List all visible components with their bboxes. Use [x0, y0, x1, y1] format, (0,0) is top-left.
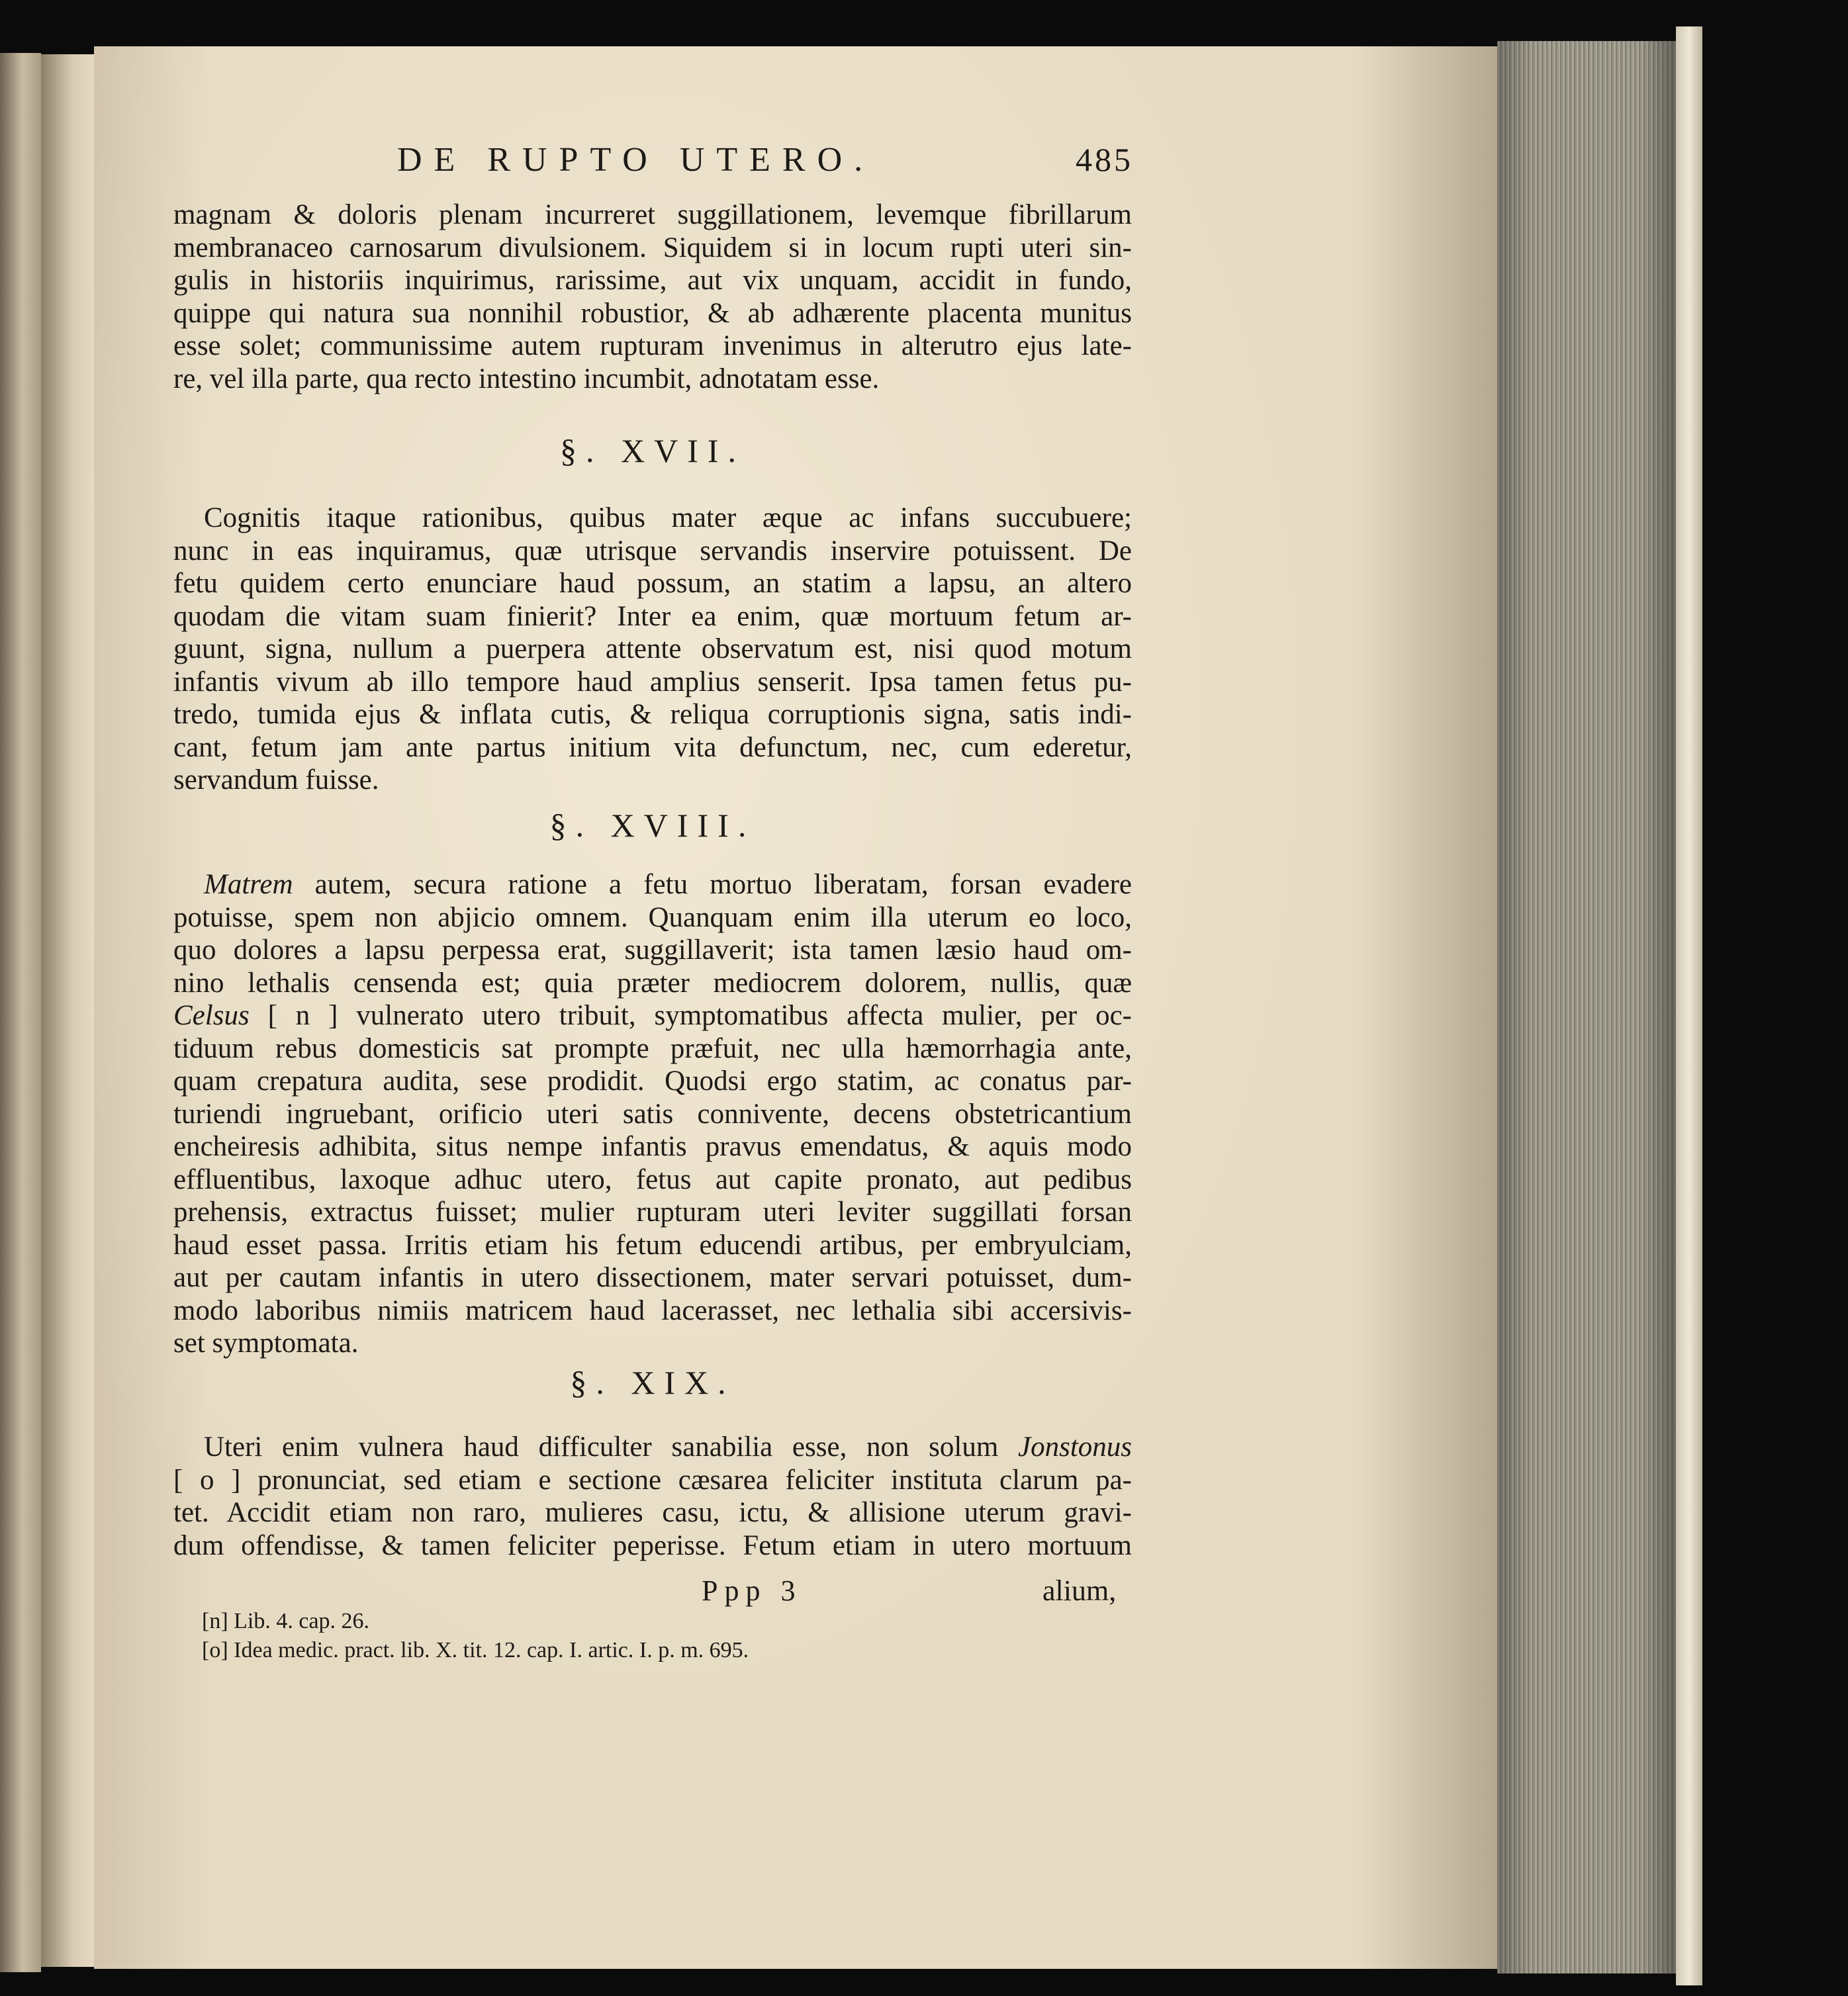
text-line: effluentibus, laxoque adhuc utero, fetus aut capite pronato, aut pedibus	[173, 1163, 1132, 1195]
book-cover-edge	[1676, 26, 1702, 1985]
text-line: esse solet; communissime autem rupturam invenimus in alterutro ejus late-	[173, 330, 1132, 361]
text-line: tredo, tumida ejus & inflata cutis, & reliqua corruptionis signa, satis indi-	[173, 699, 1132, 730]
text-line: infantis vivum ab illo tempore haud amplius senserit. Ipsa tamen fetus pu-	[173, 666, 1132, 698]
text-line: quam crepatura audita, sese prodidit. Quodsi ergo statim, ac conatus par-	[173, 1066, 1132, 1097]
catchword: alium,	[1042, 1574, 1117, 1607]
text-line: quippe qui natura sua nonnihil robustior, & ab adhærente placenta munitus	[173, 297, 1132, 329]
footnote-o	[202, 1636, 749, 1665]
text-line: guunt, signa, nullum a puerpera attente observatum est, nisi quod motum	[173, 633, 1132, 664]
text-line: gulis in historiis inquirimus, rarissime, aut vix unquam, accidit in fundo,	[173, 265, 1132, 296]
text-line: fetu quidem certo enunciare haud possum, an statim a lapsu, an altero	[173, 568, 1132, 599]
facing-page-edge	[0, 53, 41, 1972]
text-line: quo dolores a lapsu perpessa erat, suggillaverit; ista tamen læsio haud om-	[173, 934, 1132, 966]
italic-author: Jonstonus	[1018, 1431, 1132, 1463]
text-line: nunc in eas inquiramus, quæ utrisque servandis inservire potuissent. De	[173, 535, 1132, 567]
footnote-ref-n: [ n ]	[267, 1000, 338, 1031]
italic-word: Matrem	[204, 869, 293, 900]
section-heading-18: §. XVIII.	[549, 807, 756, 844]
text-line	[173, 999, 1132, 1032]
text-line: tiduum rebus domesticis sat prompte præfuit, nec ulla hæmorrhagia ante,	[173, 1032, 1132, 1064]
text-line: set symptomata.	[173, 1328, 359, 1359]
footnote-mark: [o]	[202, 1638, 228, 1662]
footnote-text: Idea medic. pract. lib. X. tit. 12. cap. I. artic. I. p. m. 695.	[234, 1638, 749, 1662]
text-line: membranaceo carnosarum divulsionem. Siquidem si in locum rupti uteri sin-	[173, 232, 1132, 263]
text-fragment: Uteri enim vulnera haud difficulter sanabilia esse, non solum	[204, 1431, 1018, 1463]
text-line	[173, 1431, 1132, 1464]
section-heading-17: §. XVII.	[559, 432, 746, 469]
footnote-ref-o: [ o ]	[173, 1464, 241, 1496]
text-line: nino lethalis censenda est; quia præter mediocrem dolorem, nullis, quæ	[173, 967, 1132, 999]
text-line: servandum fuisse.	[173, 764, 379, 795]
text-line: quodam die vitam suam finierit? Inter ea enim, quæ mortuum fetum ar-	[173, 600, 1132, 632]
text-fragment: vulnerato utero tribuit, symptomatibus affecta mulier, per oc-	[338, 1000, 1132, 1031]
signature-mark: Ppp 3	[702, 1574, 802, 1607]
text-line: Cognitis itaque rationibus, quibus mater æque ac infans succubuere;	[204, 502, 1132, 533]
paragraph-1	[173, 199, 1132, 395]
footnote-n	[202, 1607, 369, 1636]
footnote-mark: [n]	[202, 1609, 228, 1633]
text-line	[173, 1464, 1132, 1497]
text-line: re, vel illa parte, qua recto intestino incumbit, adnotatam esse.	[173, 363, 880, 394]
footnote-text: Lib. 4. cap. 26.	[234, 1609, 370, 1633]
section-19-paragraph	[173, 1431, 1132, 1562]
text-fragment: autem, secura ratione a fetu mortuo liberatam, forsan evadere	[293, 869, 1132, 900]
section-18-paragraph	[173, 868, 1132, 1360]
text-line: encheiresis adhibita, situs nempe infantis pravus emendatus, & aquis modo	[173, 1131, 1132, 1162]
italic-author: Celsus	[173, 1000, 250, 1031]
section-heading-19: §. XIX.	[570, 1364, 735, 1401]
text-line: turiendi ingruebant, orificio uteri satis connivente, decens obstetricantium	[173, 1098, 1132, 1130]
text-fragment: pronunciat, sed etiam e sectione cæsarea feliciter instituta clarum pa-	[240, 1464, 1132, 1496]
book-gutter	[41, 54, 94, 1967]
text-line: haud esset passa. Irritis etiam his fetum educendi artibus, per embryulciam,	[173, 1229, 1132, 1261]
text-line: aut per cautam infantis in utero dissectionem, mater servari potuisset, dum-	[173, 1262, 1132, 1293]
text-line	[173, 868, 1132, 901]
text-line: tet. Accidit etiam non raro, mulieres casu, ictu, & allisione uterum gravi-	[173, 1497, 1132, 1528]
text-line: cant, fetum jam ante partus initium vita defunctum, nec, cum ederetur,	[173, 731, 1132, 763]
text-line: dum offendisse, & tamen feliciter peperisse. Fetum etiam in utero mortuum	[173, 1529, 1132, 1561]
page-number: 485	[1076, 141, 1133, 178]
text-line: modo laboribus nimiis matricem haud lacerasset, nec lethalia sibi accersivis-	[173, 1294, 1132, 1326]
text-line: magnam & doloris plenam incurreret suggillationem, levemque fibrillarum	[173, 199, 1132, 230]
text-line: potuisse, spem non abjicio omnem. Quanquam enim illa uterum eo loco,	[173, 901, 1132, 933]
text-line: prehensis, extractus fuisset; mulier rupturam uteri leviter suggillati forsan	[173, 1197, 1132, 1228]
running-head-title: DE RUPTO UTERO.	[397, 141, 875, 179]
section-17-paragraph	[173, 502, 1132, 797]
page-block-shading	[1497, 41, 1676, 1973]
